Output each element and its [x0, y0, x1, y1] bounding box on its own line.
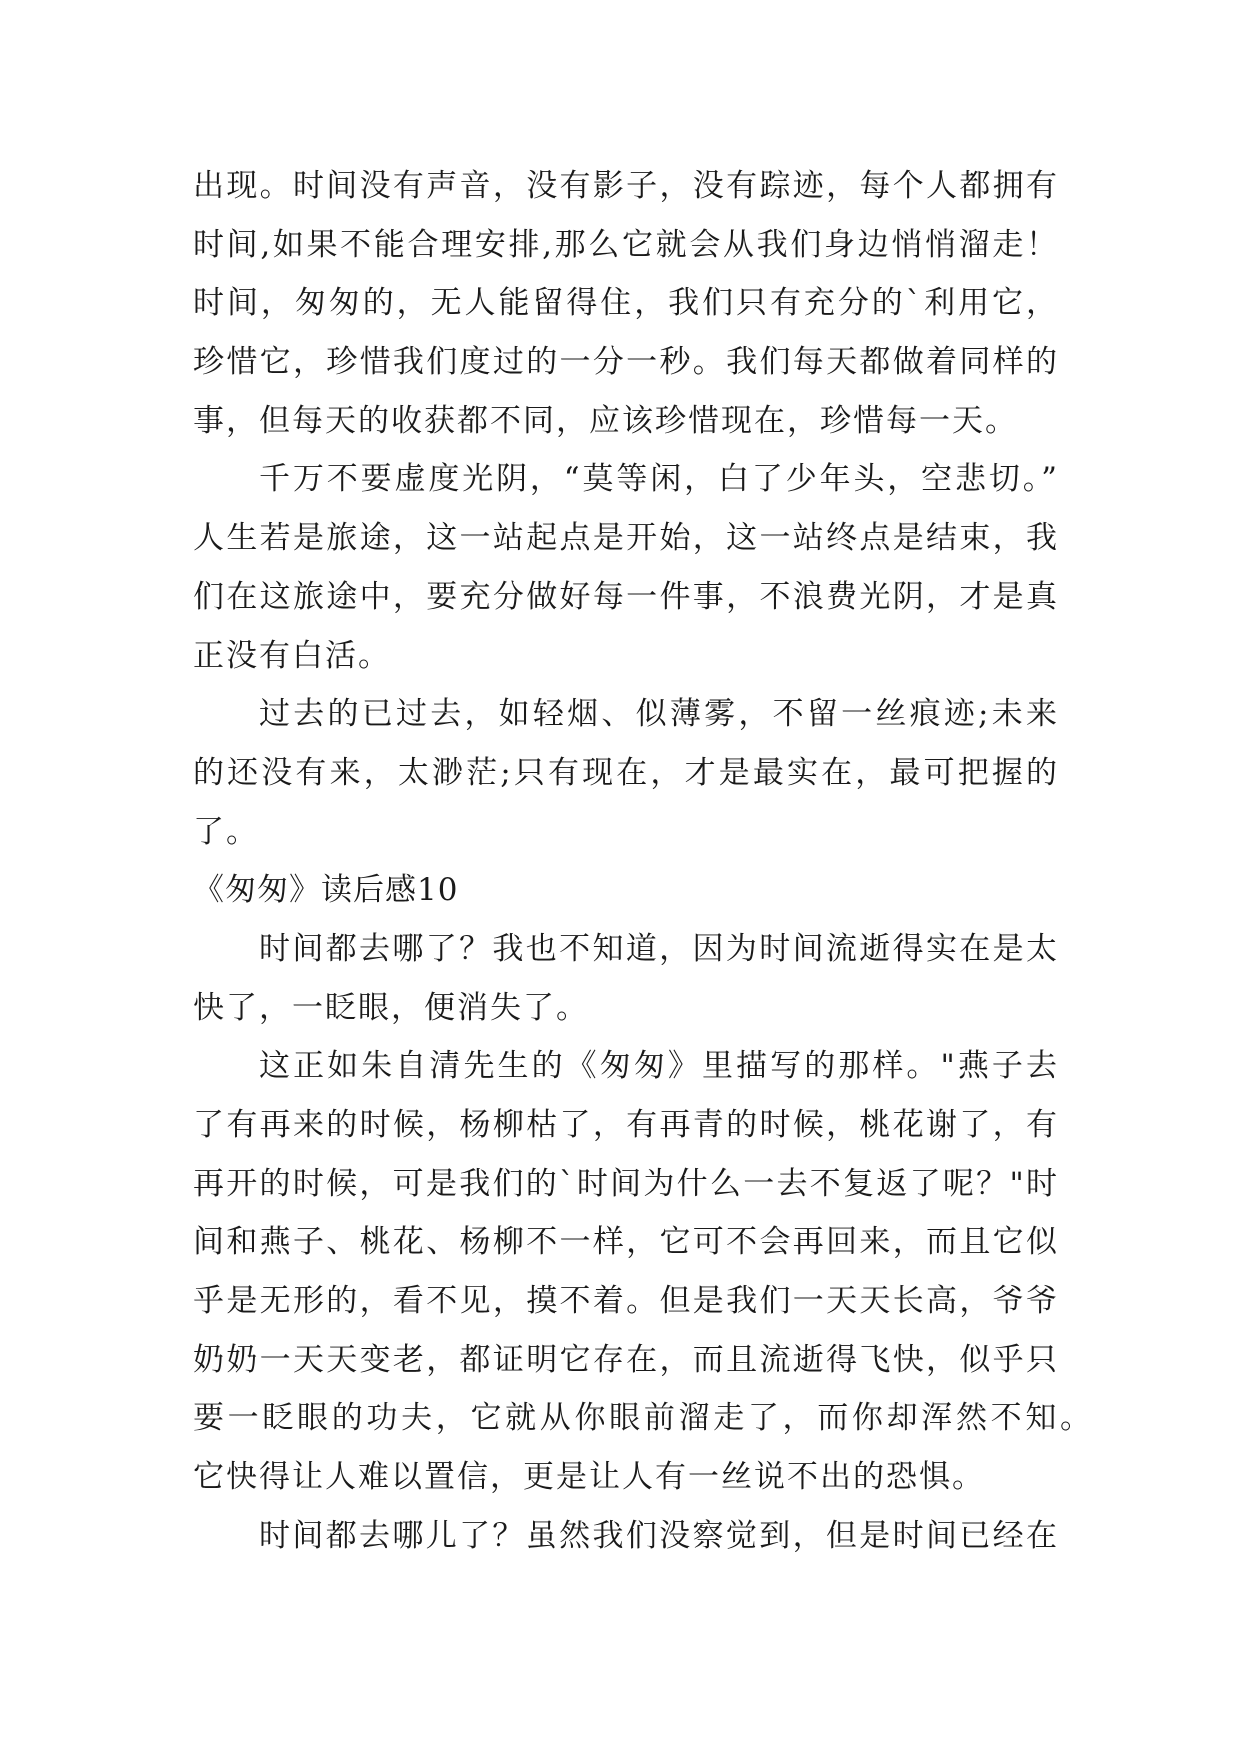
text-line: 珍惜它，珍惜我们度过的一分一秒。我们每天都做着同样的: [193, 344, 1059, 381]
paragraph-first-line: 千万不要虚度光阴，“莫等闲，白了少年头，空悲切。”: [259, 461, 1059, 498]
text-line: 间和燕子、桃花、杨柳不一样，它可不会再回来，而且它似: [193, 1224, 1059, 1261]
text-line: 了有再来的时候，杨柳枯了，有再青的时候，桃花谢了，有: [193, 1107, 1059, 1143]
text-line: 了。: [193, 813, 259, 850]
text-line: 时间,如果不能合理安排,那么它就会从我们身边悄悄溜走！: [193, 226, 1059, 263]
text-line: 它快得让人难以置信，更是让人有一丝说不出的恐惧。: [193, 1459, 985, 1496]
paragraph-first-line: 过去的已过去，如轻烟、似薄雾，不留一丝痕迹;未来: [259, 696, 1059, 733]
text-line: 要一眨眼的功夫，它就从你眼前溜走了，而你却浑然不知。: [193, 1400, 1093, 1437]
text-line: 出现。时间没有声音，没有影子，没有踪迹，每个人都拥有: [193, 168, 1059, 204]
text-line: 事，但每天的收获都不同，应该珍惜现在，珍惜每一天。: [193, 402, 1018, 439]
text-line: 时间，匆匆的，无人能留得住，我们只有充分的`利用它，: [193, 285, 1059, 322]
text-line: 正没有白活。: [193, 637, 391, 674]
paragraph-first-line: 时间都去哪儿了？虽然我们没察觉到，但是时间已经在: [259, 1517, 1059, 1554]
text-line: 人生若是旅途，这一站起点是开始，这一站终点是结束，我: [193, 520, 1059, 557]
text-line: 乎是无形的，看不见，摸不着。但是我们一天天长高，爷爷: [193, 1283, 1059, 1320]
text-line: 再开的时候，可是我们的`时间为什么一去不复返了呢？"时: [193, 1165, 1059, 1202]
text-line: 的还没有来，太渺茫;只有现在，才是最实在，最可把握的: [193, 754, 1059, 791]
text-line: 快了，一眨眼，便消失了。: [193, 989, 589, 1026]
text-line: 们在这旅途中，要充分做好每一件事，不浪费光阴，才是真: [193, 578, 1059, 615]
paragraph-first-line: 这正如朱自清先生的《匆匆》里描写的那样。"燕子去: [259, 1048, 1059, 1085]
text-line: 奶奶一天天变老，都证明它存在，而且流逝得飞快，似乎只: [193, 1341, 1059, 1378]
paragraph-first-line: 时间都去哪了？我也不知道，因为时间流逝得实在是太: [259, 930, 1059, 967]
document-body: [193, 157, 1093, 1566]
section-heading: 《匆匆》读后感10: [193, 872, 459, 909]
